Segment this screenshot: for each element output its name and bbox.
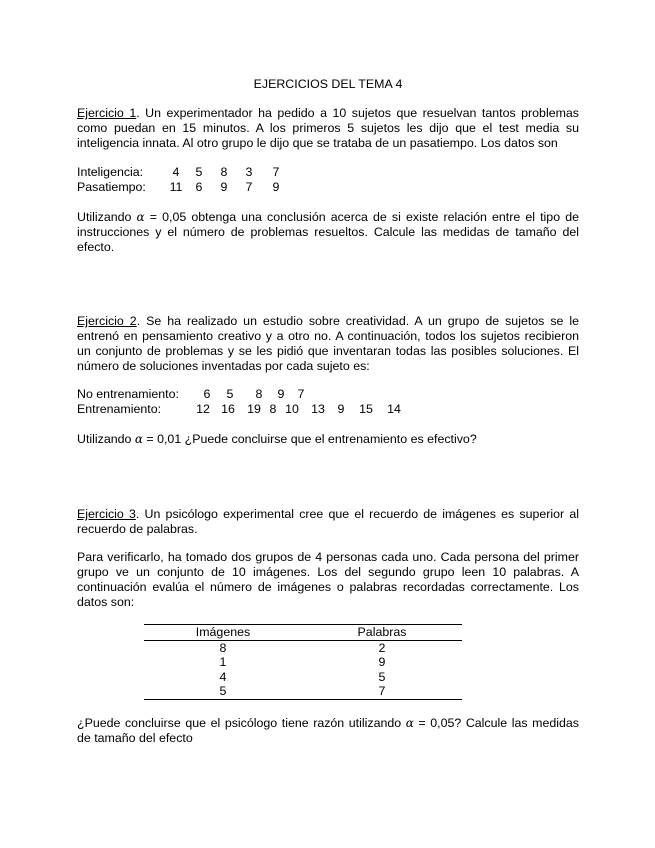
ex1-row-pasatiempo: Pasatiempo: 11 6 9 7 9 [77, 180, 280, 194]
table-cell: 1 [219, 655, 227, 669]
table-cell: 7 [378, 684, 386, 698]
table-row [144, 640, 462, 655]
alpha-symbol: α [405, 716, 414, 730]
ex3-heading: Ejercicio 3 [77, 507, 136, 521]
table-row [144, 655, 462, 670]
ex1-heading: Ejercicio 1 [77, 106, 137, 120]
page-title: EJERCICIOS DEL TEMA 4 [253, 77, 403, 91]
table-header-row [144, 625, 462, 641]
table-cell: 9 [378, 655, 386, 669]
ex1-row-inteligencia: Inteligencia: 4 5 8 3 7 [77, 165, 280, 179]
table-row [144, 684, 462, 699]
ex3-question: ¿Puede concluirse que el psicólogo tiene razón utilizando α = 0,05? Calcule las medidas de tamaño del efecto [77, 716, 579, 745]
table-row [144, 670, 462, 685]
alpha-symbol: α [136, 210, 145, 224]
ex2-row-entrenamiento: Entrenamiento: 12 16 19 8 10 13 9 15 14 [77, 402, 401, 416]
table-cell: 2 [378, 640, 386, 655]
column-header-imagenes: Imágenes [195, 625, 251, 639]
ex1-question: Utilizando α = 0,05 obtenga una conclusión acerca de si existe relación entre el tipo de instrucciones y el número de problemas resueltos. Calcule las medidas de tamaño del efecto. [77, 210, 579, 254]
data-table [144, 624, 462, 700]
ex2-row-no-entrenamiento: No entrenamiento: 6 5 8 9 7 [77, 387, 305, 401]
ex2-intro: Ejercicio 2. Se ha realizado un estudio sobre creatividad. A un grupo de sujetos se le entrenó en pensamiento creativo y a otro no. A continuación, todos los sujetos recibieron un conjunto de problemas y se les pidió que inventaran todas las posibles soluciones. El número de soluciones inventadas por cada sujeto es: [77, 314, 580, 373]
table-cell: 4 [219, 669, 227, 684]
alpha-symbol: α [134, 432, 143, 446]
table-cell: 5 [378, 669, 386, 684]
ex3-intro: Ejercicio 3. Un psicólogo experimental cree que el recuerdo de imágenes es superior al recuerdo de palabras. [77, 507, 579, 536]
ex2-question: Utilizando α = 0,01 ¿Puede concluirse que el entrenamiento es efectivo? [77, 432, 477, 446]
ex2-heading: Ejercicio 2 [77, 314, 137, 328]
ex1-intro: Ejercicio 1. Un experimentador ha pedido a 10 sujetos que resuelvan tantos problemas como puedan en 15 minutos. A los primeros 5 sujetos les dijo que el test media su inteligencia innata. Al otro grupo le dijo que se trataba de un pasatiempo. Los datos son [77, 106, 580, 150]
ex3-body: Para verificarlo, ha tomado dos grupos de 4 personas cada uno. Cada persona del primer grupo ve un conjunto de 10 imágenes. Los del segundo grupo leen 10 palabras. A continuación evalúa el número de imágenes o palabras recordadas correctamente. Los datos son: [77, 550, 579, 609]
column-header-palabras: Palabras [357, 625, 407, 639]
table-cell: 8 [219, 640, 227, 655]
table-cell: 5 [219, 684, 227, 698]
